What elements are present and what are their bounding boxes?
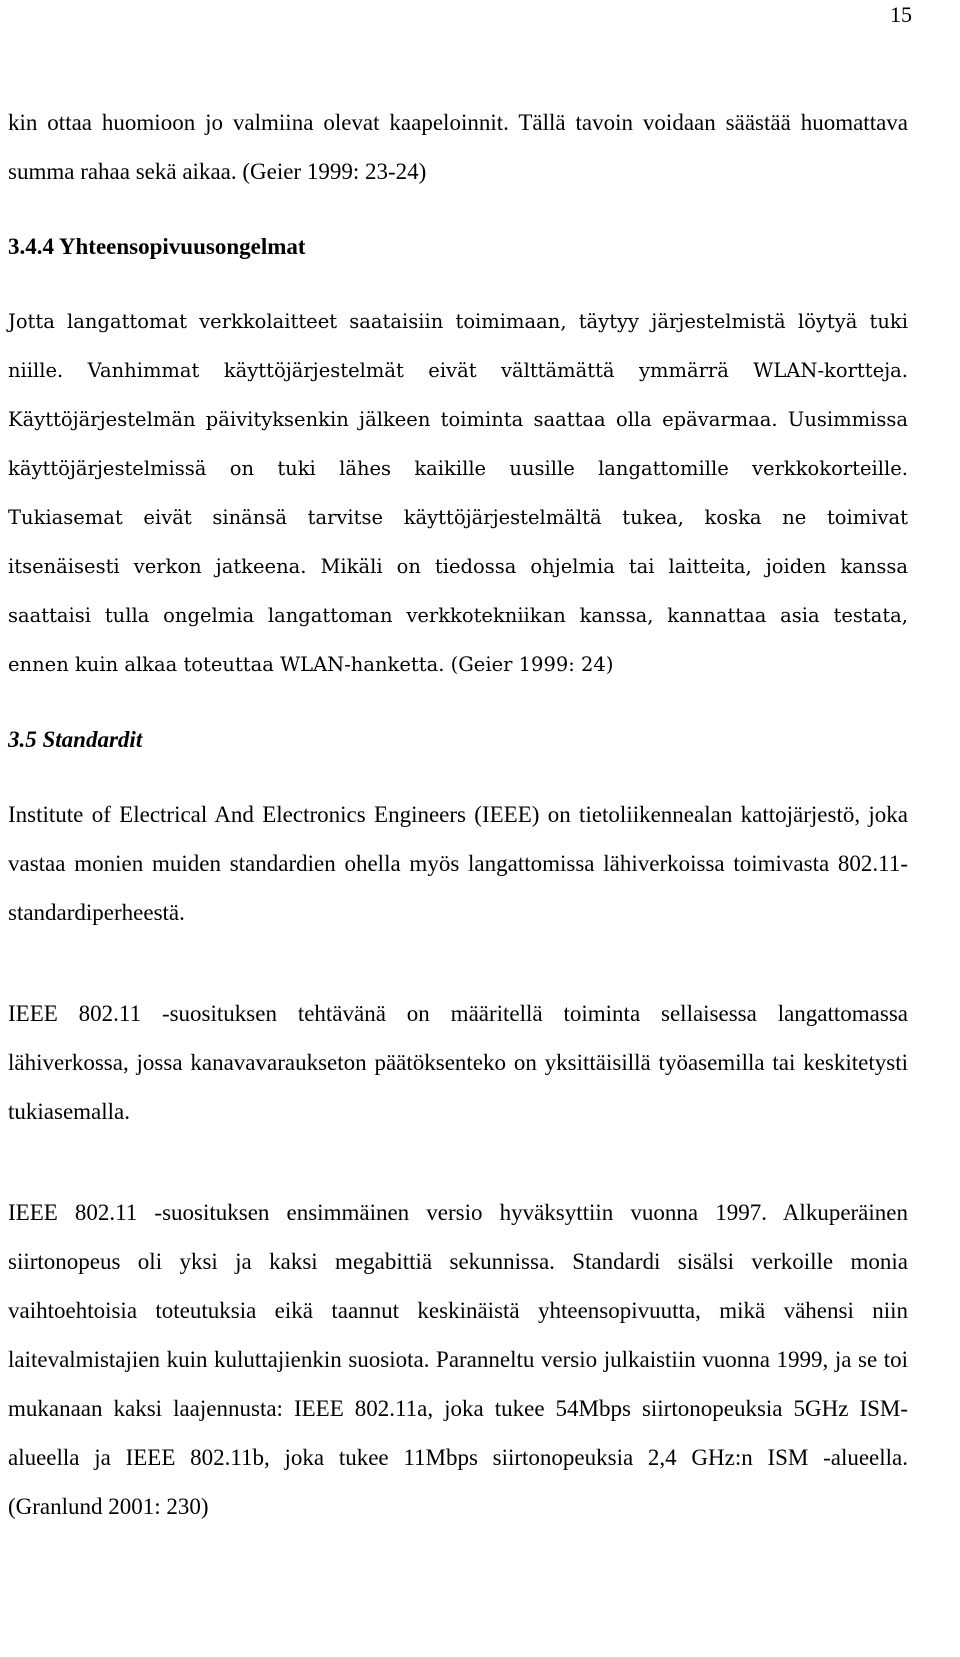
heading-spacer — [8, 764, 908, 790]
paragraph-spacer — [8, 196, 908, 222]
paragraph-spacer — [8, 937, 908, 989]
page-number: 15 — [890, 2, 912, 27]
ieee-history-paragraph: IEEE 802.11 -suosituksen ensimmäinen versio hyväksyttiin vuonna 1997. Alkuperäinen siirtonopeus oli yksi ja kaksi megabittiä sekunnissa. Standardi sisälsi verkoille monia vaihtoehtoisia toteutuksia eikä taannut keskinäistä yhteensopivuutta, mikä vähensi niin laitevalmistajien kuin kuluttajienkin suosiota. Paranneltu versio julkaistiin vuonna 1999, ja se toi mukanaan kaksi laajennusta: IEEE 802.11a, joka tukee 54Mbps siirtonopeuksia 5GHz ISM-alueella ja IEEE 802.11b, joka tukee 11Mbps siirtonopeuksia 2,4 GHz:n ISM -alueella. (Granlund 2001: 230) — [8, 1200, 908, 1519]
intro-paragraph: kin ottaa huomioon jo valmiina olevat kaapeloinnit. Tällä tavoin voidaan säästää huomattava summa rahaa sekä aikaa. (Geier 1999: 23-24) — [8, 110, 908, 184]
ieee-intro-paragraph: Institute of Electrical And Electronics Engineers (IEEE) on tietoliikennealan kattojärjestö, joka vastaa monien muiden standardien ohella myös langattomissa lähiverkoissa toimivasta 802.11-standardiperheestä. — [8, 802, 908, 925]
document-body — [8, 98, 908, 1531]
ieee-task-paragraph: IEEE 802.11 -suosituksen tehtävänä on määritellä toiminta sellaisessa langattomassa lähiverkossa, jossa kanavavaraukseton päätöksenteko on yksittäisillä työasemilla tai keskitetysti tukiasemalla. — [8, 1001, 908, 1124]
section-heading-3-4-4: 3.4.4 Yhteensopivuusongelmat — [8, 234, 306, 259]
heading-spacer — [8, 271, 908, 297]
paragraph-spacer — [8, 689, 908, 715]
compatibility-paragraph: Jotta langattomat verkkolaitteet saataisiin toimimaan, täytyy järjestelmistä löytyä tuki niille. Vanhimmat käyttöjärjestelmät eivät välttämättä ymmärrä WLAN-kortteja. Käyttöjärjestelmän päivityksenkin jälkeen toiminta saattaa olla epävarmaa. Uusimmissa käyttöjärjestelmissä on tuki lähes kaikille uusille langattomille verkkokorteille. Tukiasemat eivät sinänsä tarvitse käyttöjärjestelmältä tukea, koska ne toimivat itsenäisesti verkon jatkeena. Mikäli on tiedossa ohjelmia tai laitteita, joiden kanssa saattaisi tulla ongelmia langattoman verkkotekniikan kanssa, kannattaa asia testata, ennen kuin alkaa toteuttaa WLAN-hanketta. (Geier 1999: 24) — [8, 310, 908, 676]
paragraph-spacer — [8, 1136, 908, 1188]
section-heading-3-5: 3.5 Standardit — [8, 727, 143, 752]
